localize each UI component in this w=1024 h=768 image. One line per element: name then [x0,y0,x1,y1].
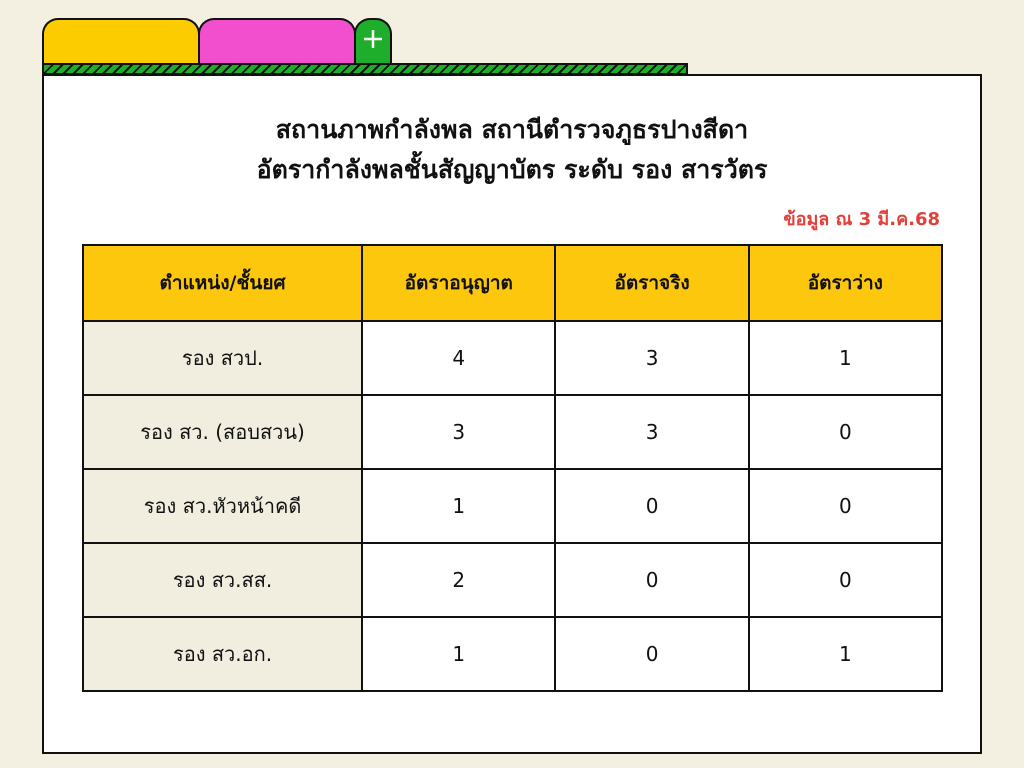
cell-authorized: 1 [362,469,555,543]
add-tab-button[interactable] [354,18,392,68]
cell-vacant: 1 [749,321,942,395]
header-position: ตำแหน่ง/ชั้นยศ [83,245,362,321]
cell-vacant: 1 [749,617,942,691]
cell-position: รอง สว.หัวหน้าคดี [83,469,362,543]
page-title [44,110,980,190]
cell-actual: 0 [555,617,748,691]
cell-actual: 3 [555,395,748,469]
cell-actual: 3 [555,321,748,395]
table-row [83,543,942,617]
cell-position: รอง สวป. [83,321,362,395]
cell-actual: 0 [555,543,748,617]
cell-vacant: 0 [749,469,942,543]
cell-vacant: 0 [749,395,942,469]
table-row [83,321,942,395]
data-date: ข้อมูล ณ 3 มี.ค.68 [783,209,940,230]
cell-vacant: 0 [749,543,942,617]
cell-authorized: 3 [362,395,555,469]
cell-position: รอง สว. (สอบสวน) [83,395,362,469]
staffing-table [82,244,943,692]
tab-yellow[interactable] [42,18,200,68]
tab-pink[interactable] [198,18,356,68]
title-line-2: อัตรากำลังพลชั้นสัญญาบัตร ระดับ รอง สารวัตร [256,155,768,184]
title-line-1: สถานภาพกำลังพล สถานีตำรวจภูธรปางสีดา [275,115,749,144]
cell-position: รอง สว.อก. [83,617,362,691]
cell-authorized: 1 [362,617,555,691]
table-row [83,395,942,469]
cell-authorized: 4 [362,321,555,395]
plus-icon [362,28,384,50]
content-panel [42,74,982,754]
cell-authorized: 2 [362,543,555,617]
table-row [83,469,942,543]
table-header-row [83,245,942,321]
cell-actual: 0 [555,469,748,543]
cell-position: รอง สว.สส. [83,543,362,617]
header-vacant: อัตราว่าง [749,245,942,321]
header-authorized: อัตราอนุญาต [362,245,555,321]
table-row [83,617,942,691]
header-actual: อัตราจริง [555,245,748,321]
